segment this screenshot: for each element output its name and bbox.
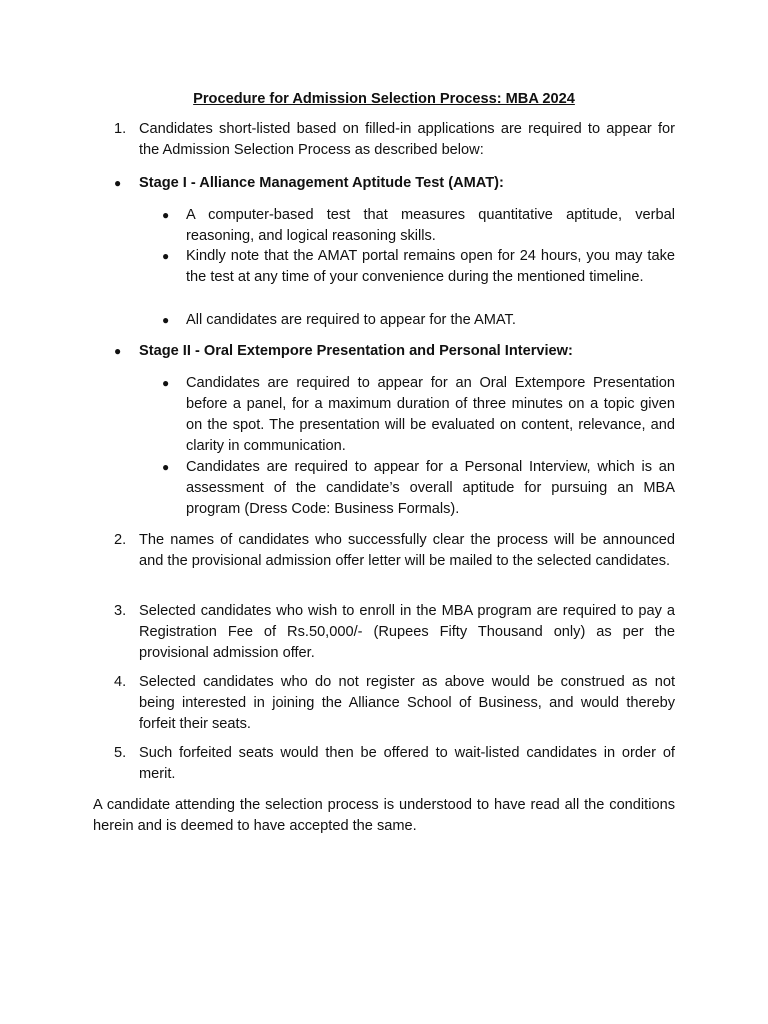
list-number: 5. <box>114 745 127 761</box>
stage-2-bullet-1 <box>162 373 675 457</box>
list-item-text: Candidates short-listed based on filled-in applications are required to appear for the Admission Selection Process as described below: <box>139 121 675 158</box>
list-item-4 <box>114 672 675 735</box>
stage-1-heading <box>114 173 675 194</box>
bullet-text: All candidates are required to appear for the AMAT. <box>186 312 516 328</box>
list-number: 1. <box>114 121 127 137</box>
bullet-marker: ● <box>114 176 122 190</box>
stage-2-bullet-2 <box>162 457 675 520</box>
closing-paragraph: A candidate attending the selection process is understood to have read all the conditions herein and is deemed to have accepted the same. <box>93 797 675 834</box>
list-item-5 <box>114 743 675 785</box>
stage-2-heading <box>114 341 675 362</box>
bullet-text: Kindly note that the AMAT portal remains open for 24 hours, you may take the test at any time of your convenience during the mentioned timeline. <box>186 248 675 285</box>
list-item-text: Selected candidates who do not register as above would be construed as not being interested in joining the Alliance School of Business, and would thereby forfeit their seats. <box>139 674 675 732</box>
bullet-text: A computer-based test that measures quantitative aptitude, verbal reasoning, and logical reasoning skills. <box>186 207 675 244</box>
bullet-marker: ● <box>114 344 122 358</box>
list-number: 4. <box>114 674 127 690</box>
page-title: Procedure for Admission Selection Process: MBA 2024 <box>193 91 575 107</box>
bullet-marker: ● <box>162 208 170 222</box>
list-item-text: Selected candidates who wish to enroll in the MBA program are required to pay a Registration Fee of Rs.50,000/- (Rupees Fifty Thousand only) as per the provisional admission offer. <box>139 603 675 661</box>
list-item-text: The names of candidates who successfully clear the process will be announced and the provisional admission offer letter will be mailed to the selected candidates. <box>139 532 675 569</box>
list-item-text: Such forfeited seats would then be offered to wait-listed candidates in order of merit. <box>139 745 675 782</box>
bullet-text: Candidates are required to appear for a Personal Interview, which is an assessment of the candidate’s overall aptitude for pursuing an MBA program (Dress Code: Business Formals). <box>186 459 675 517</box>
list-number: 2. <box>114 532 127 548</box>
stage-1-bullet-1 <box>162 205 675 247</box>
bullet-marker: ● <box>162 460 170 474</box>
list-item-3 <box>114 601 675 664</box>
stage-1-heading-text: Stage I - Alliance Management Aptitude Test (AMAT): <box>139 175 504 191</box>
stage-2-heading-text: Stage II - Oral Extempore Presentation and Personal Interview: <box>139 343 573 359</box>
stage-1-bullet-3 <box>162 310 675 331</box>
bullet-text: Candidates are required to appear for an Oral Extempore Presentation before a panel, for a maximum duration of three minutes on a topic given on the spot. The presentation will be evaluated on content, relevance, and clarity in communication. <box>186 375 675 454</box>
bullet-marker: ● <box>162 313 170 327</box>
list-item-1 <box>114 119 675 161</box>
bullet-marker: ● <box>162 376 170 390</box>
bullet-marker: ● <box>162 249 170 263</box>
stage-1-bullet-2 <box>162 246 675 288</box>
list-number: 3. <box>114 603 127 619</box>
list-item-2 <box>114 530 675 572</box>
